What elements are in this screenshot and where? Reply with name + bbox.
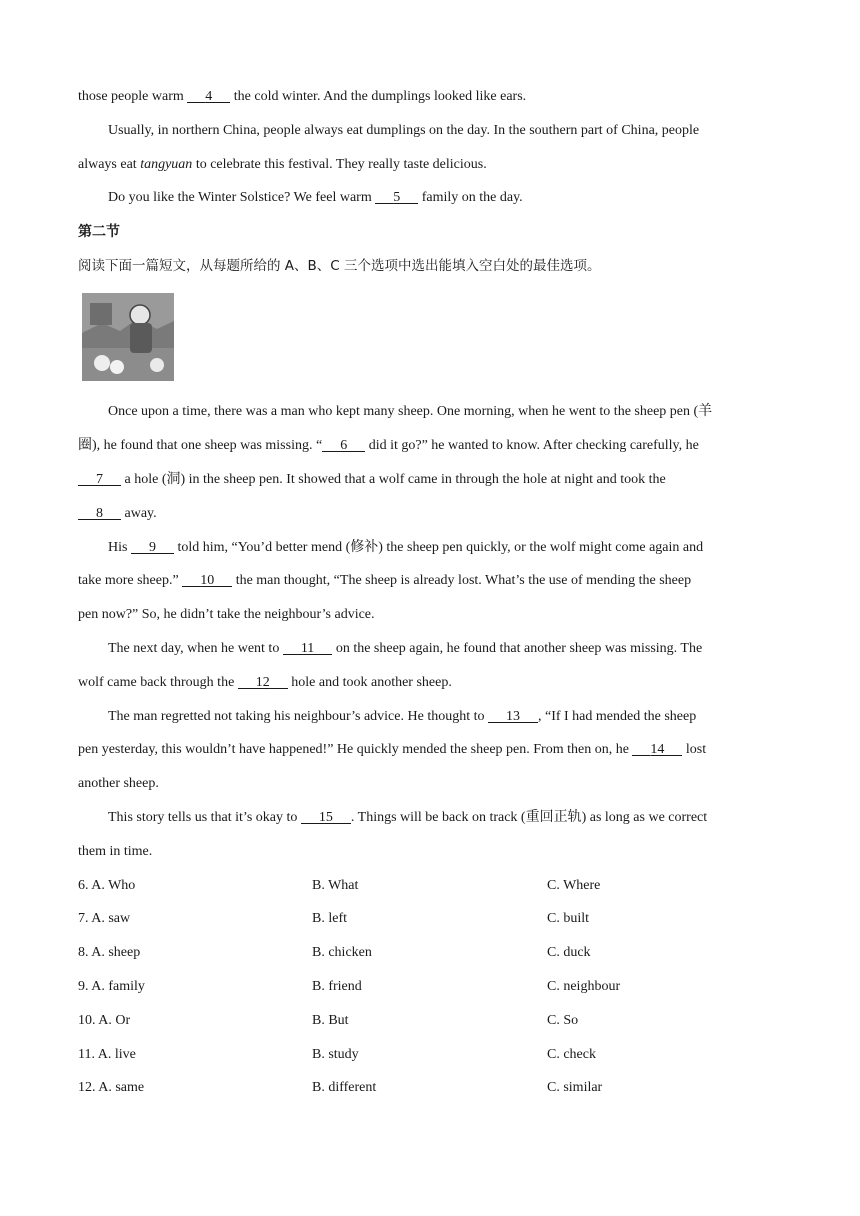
option-a: 8. A. sheep (78, 945, 141, 960)
option-b: B. different (312, 1080, 377, 1095)
blank-11: 11 (283, 640, 332, 658)
option-b: B. left (312, 911, 347, 926)
story-line: 7 a hole (洞) in the sheep pen. It showed that a wolf came in through the hole at night and took the (78, 471, 666, 489)
passage-line: Usually, in northern China, people always eat dumplings on the day. In the southern part of China, people (108, 123, 700, 138)
option-a: 7. A. saw (78, 911, 131, 926)
blank-5: 5 (375, 189, 418, 207)
option-a: 9. A. family (78, 979, 145, 994)
story-line: them in time. (78, 844, 153, 859)
blank-9: 9 (131, 539, 174, 557)
option-a: 12. A. same (78, 1080, 145, 1095)
passage-line: always eat tangyuan to celebrate this festival. They really taste delicious. (78, 157, 487, 172)
blank-12: 12 (238, 674, 288, 692)
option-b: B. What (312, 878, 359, 893)
option-a: 10. A. Or (78, 1013, 131, 1028)
option-c: C. So (547, 1013, 579, 1028)
text: the cold winter. And the dumplings looked like ears. (230, 89, 527, 104)
option-c: C. Where (547, 878, 601, 893)
story-line: another sheep. (78, 776, 159, 791)
option-c: C. duck (547, 945, 591, 960)
option-b: B. study (312, 1047, 359, 1062)
option-c: C. check (547, 1047, 596, 1062)
section-instruction: 阅读下面一篇短文，从每题所给的 A、B、C 三个选项中选出能填入空白处的最佳选项。 (78, 258, 601, 274)
story-line: Once upon a time, there was a man who kept many sheep. One morning, when he went to the sheep pen (羊 (108, 404, 713, 419)
story-line: pen yesterday, this wouldn’t have happened!” He quickly mended the sheep pen. From then on, he 14 lost (78, 742, 707, 757)
story-line: The next day, when he went to 11 on the sheep again, he found that another sheep was missing. The (108, 641, 703, 656)
story-line: wolf came back through the 12 hole and took another sheep. (78, 675, 452, 690)
option-c: C. built (547, 911, 590, 926)
passage-line: Do you like the Winter Solstice? We feel warm 5 family on the day. (108, 190, 523, 205)
story-illustration (82, 293, 174, 381)
blank-15: 15 (301, 809, 351, 827)
story-line: take more sheep.” 10 the man thought, “The sheep is already lost. What’s the use of mending the sheep (78, 573, 692, 588)
blank-10: 10 (182, 572, 232, 590)
blank-6: 6 (322, 437, 365, 455)
section-title: 第二节 (78, 224, 120, 240)
story-line: pen now?” So, he didn’t take the neighbour’s advice. (78, 607, 375, 622)
italic-term: tangyuan (140, 157, 193, 172)
option-b: B. friend (312, 979, 362, 994)
option-a: 11. A. live (78, 1047, 136, 1062)
blank-4: 4 (187, 88, 230, 106)
option-a: 6. A. Who (78, 878, 136, 893)
option-c: C. neighbour (547, 979, 621, 994)
text: those people warm (78, 89, 188, 104)
option-b: B. But (312, 1013, 349, 1028)
blank-13: 13 (488, 708, 538, 726)
story-line: This story tells us that it’s okay to 15 . Things will be back on track (重回正轨) as long as we correct (108, 810, 708, 825)
story-line: 8 away. (78, 505, 157, 523)
blank-7: 7 (78, 471, 121, 489)
passage-line (78, 88, 526, 106)
blank-8: 8 (78, 505, 121, 523)
option-c: C. similar (547, 1080, 603, 1095)
story-line: His 9 told him, “You’d better mend (修补) the sheep pen quickly, or the wolf might come again and (108, 540, 704, 555)
story-line: 圈), he found that one sheep was missing. “ 6 did it go?” he wanted to know. After checking carefully, he (78, 438, 699, 453)
story-line: The man regretted not taking his neighbour’s advice. He thought to 13 , “If I had mended the sheep (108, 709, 697, 724)
option-b: B. chicken (312, 945, 372, 960)
blank-14: 14 (632, 741, 682, 759)
